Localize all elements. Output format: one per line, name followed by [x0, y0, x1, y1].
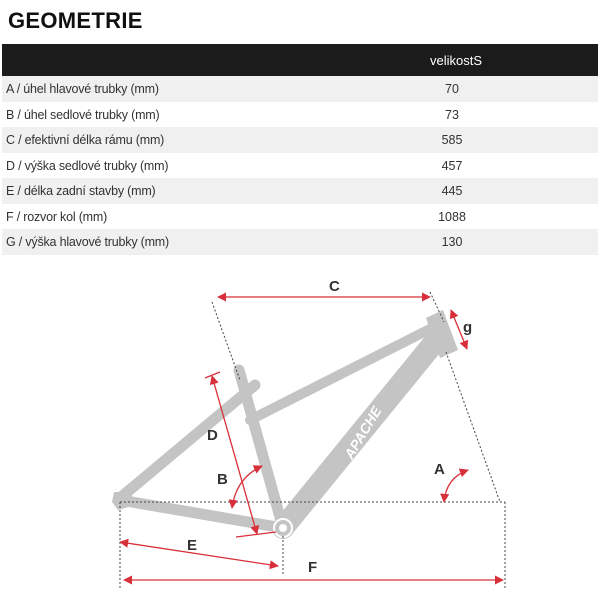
label-c: C	[329, 278, 340, 295]
param-label: A / úhel hlavové trubky (mm)	[6, 82, 159, 96]
param-label: G / výška hlavové trubky (mm)	[6, 235, 169, 249]
param-label: F / rozvor kol (mm)	[6, 209, 108, 224]
param-value: 445	[441, 184, 463, 198]
param-label: B / úhel sedlové trubky (mm)	[6, 107, 160, 122]
param-value: 585	[441, 133, 463, 147]
param-value: 130	[441, 235, 463, 249]
chain-stay	[120, 500, 283, 528]
rear-dropout	[112, 492, 132, 510]
label-e: E	[187, 537, 198, 554]
param-value: 73	[445, 107, 459, 122]
label-f: F	[308, 559, 318, 576]
param-value: 457	[441, 158, 463, 173]
label-d: D	[207, 427, 218, 444]
param-label: D / výška sedlové trubky (mm)	[6, 158, 169, 173]
size-column-header: velikostS	[430, 53, 483, 68]
seat-tube	[239, 370, 283, 528]
param-value: 70	[445, 82, 459, 96]
brand-logo: APACHE	[340, 403, 385, 462]
param-label: C / efektivní délka rámu (mm)	[6, 133, 165, 147]
bike-frame	[112, 310, 458, 537]
param-label: E / délka zadní stavby (mm)	[6, 184, 156, 198]
dimension-e	[120, 542, 278, 566]
label-b: B	[217, 471, 228, 488]
angle-a-arc	[444, 470, 468, 502]
label-a: A	[434, 461, 445, 478]
param-value: 1088	[438, 209, 466, 224]
page-title: GEOMETRIE	[8, 8, 143, 33]
label-g: g	[463, 319, 473, 336]
seat-stay	[120, 385, 255, 498]
